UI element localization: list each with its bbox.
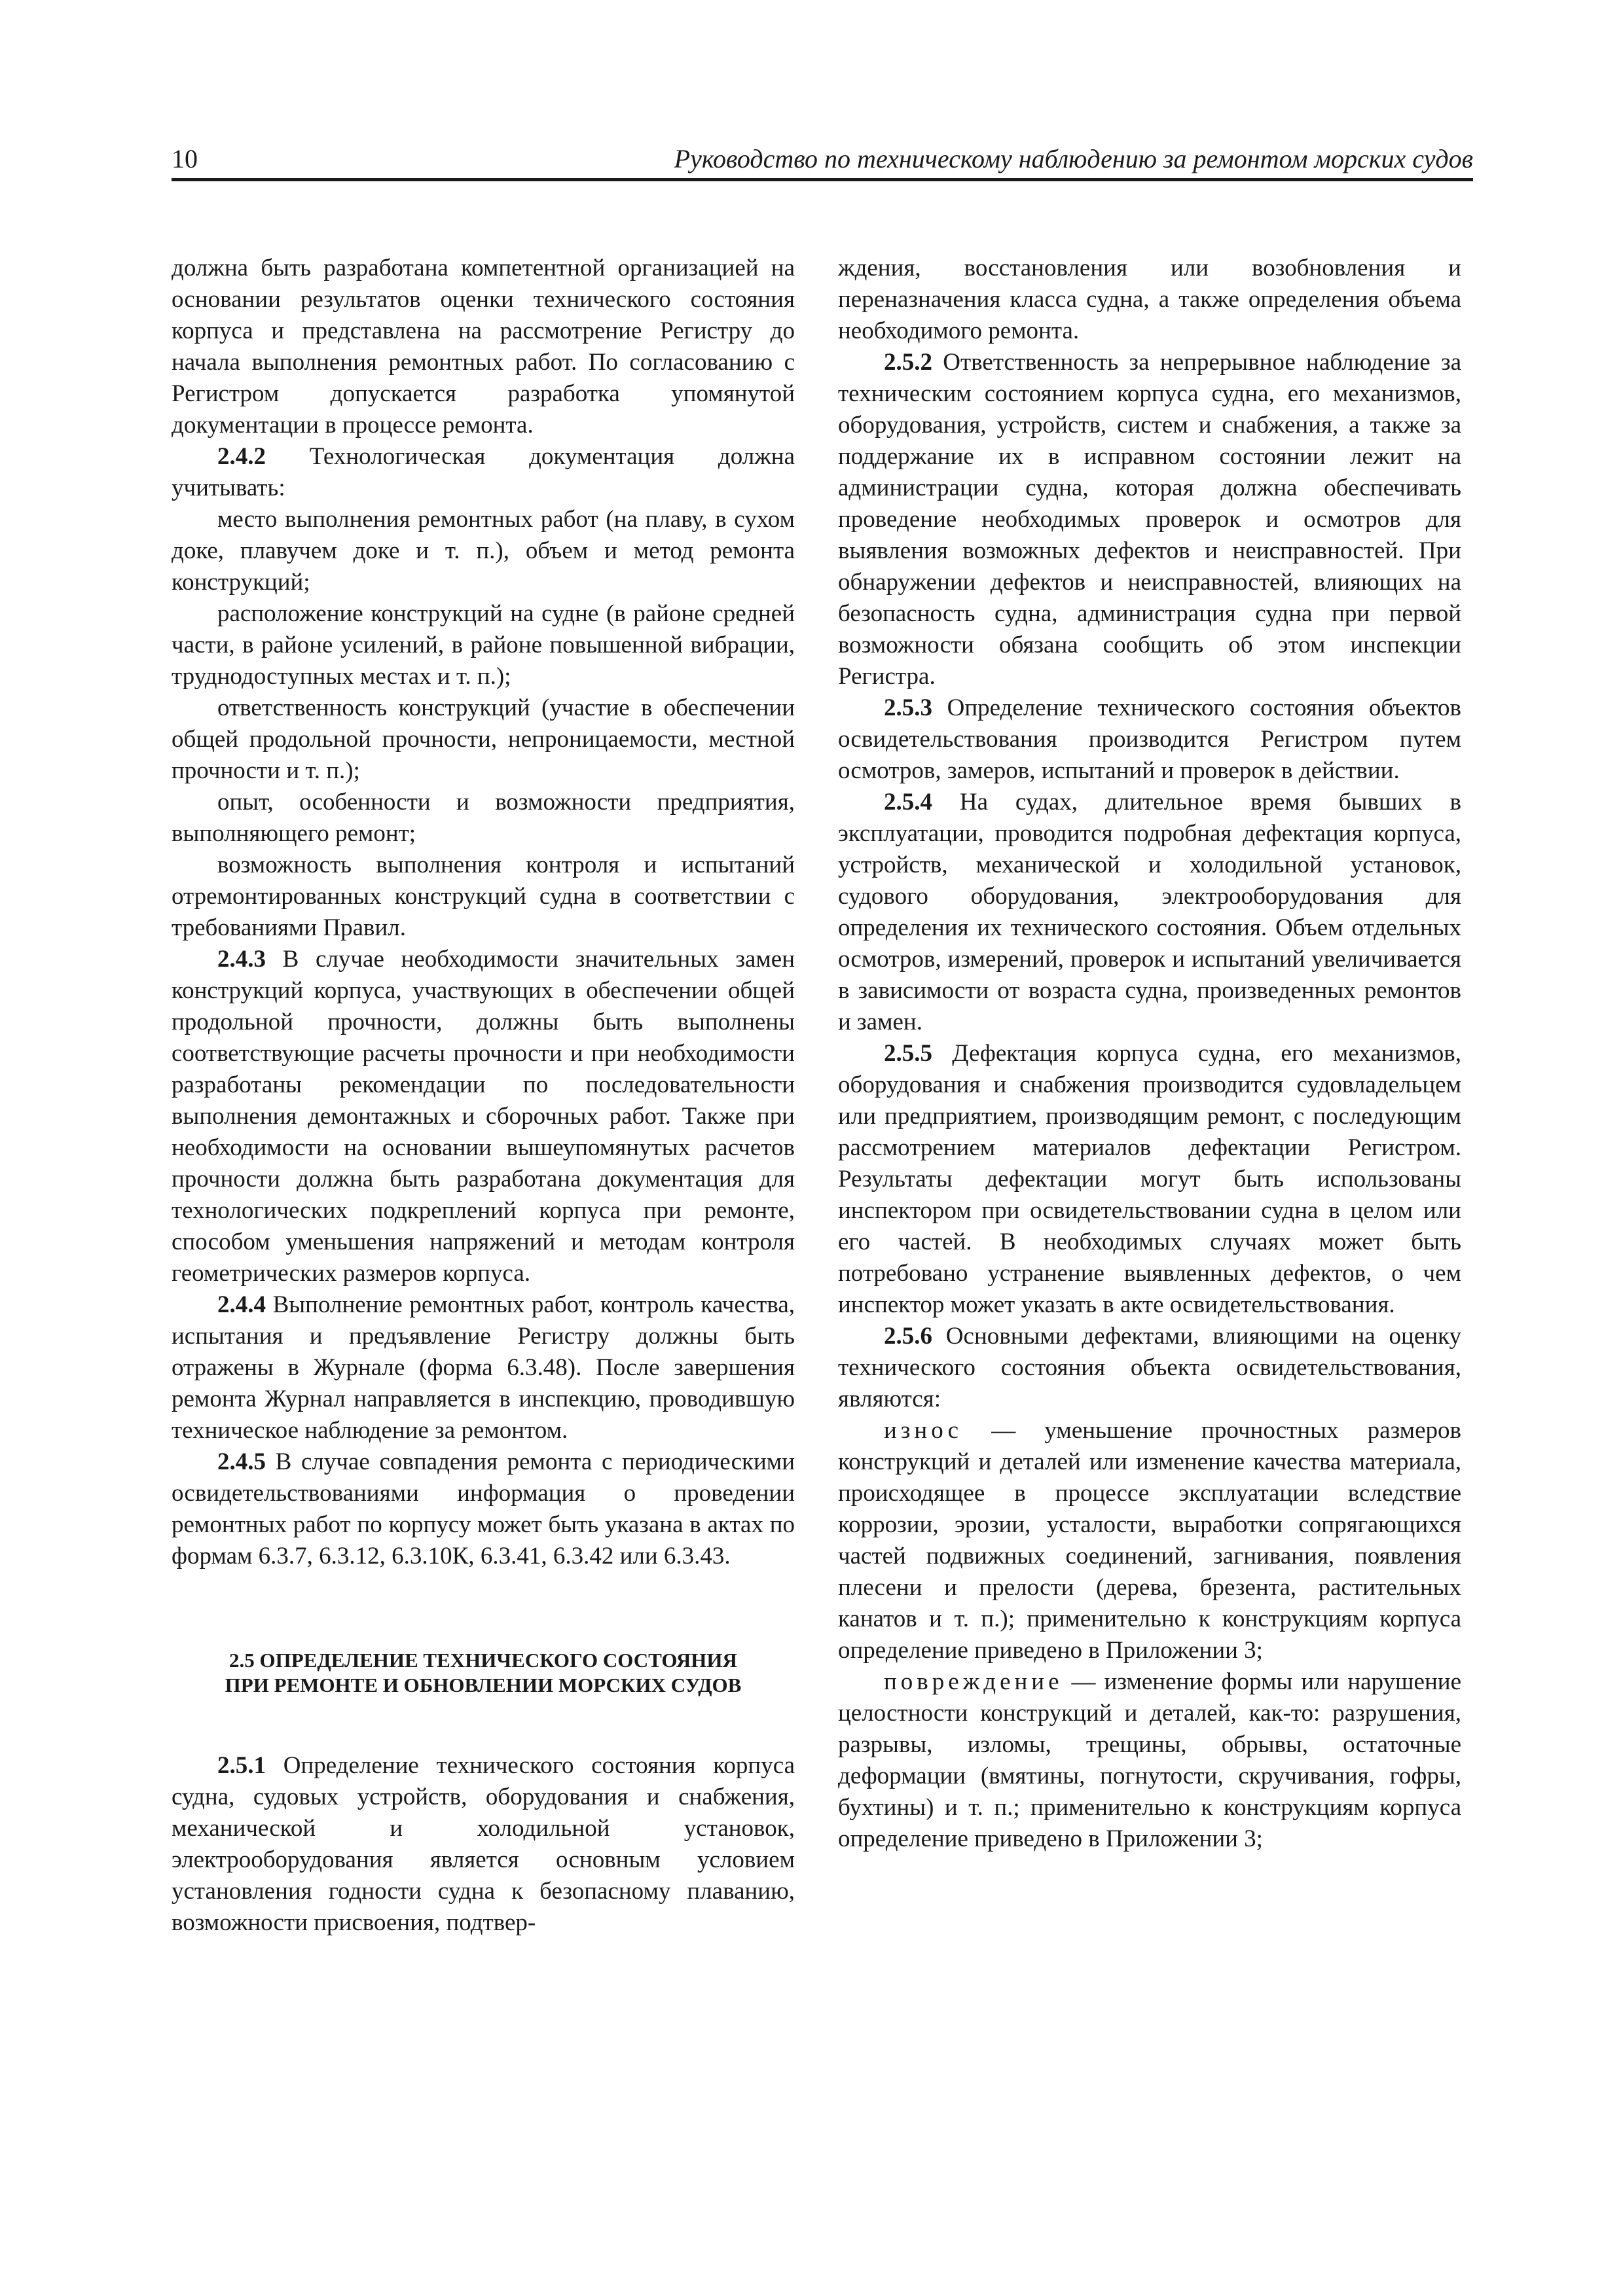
clause-number: 2.5.2 (884, 349, 932, 376)
section-heading-line: 2.5 ОПРЕДЕЛЕНИЕ ТЕХНИЧЕСКОГО СОСТОЯНИЯ (229, 1649, 737, 1672)
clause-number: 2.4.5 (217, 1448, 266, 1475)
clause-number: 2.4.2 (217, 443, 266, 470)
right-column (838, 253, 1461, 1855)
definition-wear: износ — уменьшение прочностных размеров конструкций и деталей или изменение качества материала, происходящее в процессе эксплуатации вследствие коррозии, эрозии, усталости, выработки сопрягающихся частей подвижных соединений, загнивания, появления плесени и прелости (дерева, брезента, растительных канатов и т. п.); применительно к конструкциям корпуса определение приведено в Приложении 3; (838, 1417, 1461, 1664)
section-heading (172, 1648, 795, 1698)
list-item: возможность выполнения контроля и испытаний отремонтированных конструкций судна в соответствии с требованиями Правил. (172, 852, 795, 941)
definition-damage: повреждение — изменение формы или нарушение целостности конструкций и деталей, как-то: разрушения, разрывы, изломы, трещины, обрывы, остаточные деформации (вмятины, погнутости, скручивания, гофры, бухтины) и т. п.; применительно к конструкциям корпуса определение приведено в Приложении 3; (838, 1668, 1461, 1852)
paragraph-2-5-6: 2.5.6 Основными дефектами, влияющими на оценку технического состояния объекта освидетельствования, являются: (838, 1323, 1461, 1412)
paragraph-2-5-4: 2.5.4 На судах, длительное время бывших в эксплуатации, проводится подробная дефектация корпуса, устройств, механической и холодильной установок, судового оборудования, электрооборудования для определения их технического состояния. Объем отдельных осмотров, измерений, проверок и испытаний увеличивается в зависимости от возраста судна, произведенных ремонтов и замен. (838, 789, 1461, 1035)
clause-number: 2.4.4 (217, 1291, 266, 1318)
left-column (172, 253, 795, 1939)
paragraph-2-5-3: 2.5.3 Определение технического состояния объектов освидетельствования производится Регистром путем осмотров, замеров, испытаний и проверок в действии. (838, 694, 1461, 784)
page-header (172, 145, 1473, 181)
paragraph-continuation: должна быть разработана компетентной организацией на основании результатов оценки технического состояния корпуса и представлена на рассмотрение Регистру до начала выполнения ремонтных работ. По согласованию с Регистром допускается разработка упомянутой документации в процессе ремонта. (172, 255, 795, 439)
list-item: расположение конструкций на судне (в районе средней части, в районе усилений, в районе повышенной вибрации, труднодоступных местах и т. п.); (172, 600, 795, 690)
list-item: место выполнения ремонтных работ (на плаву, в сухом доке, плавучем доке и т. п.), объем и метод ремонта конструкций; (172, 506, 795, 596)
paragraph-2-4-3: 2.4.3 В случае необходимости значительных замен конструкций корпуса, участвующих в обеспечении общей продольной прочности, должны быть выполнены соответствующие расчеты прочности и при необходимости разработаны рекомендации по последовательности выполнения демонтажных и сборочных работ. Также при необходимости на основании вышеупомянутых расчетов прочности должна быть разработана документация для технологических подкреплений корпуса при ремонте, способом уменьшения напряжений и методам контроля геометрических размеров корпуса. (172, 946, 795, 1287)
paragraph-2-5-1: 2.5.1 Определение технического состояния корпуса судна, судовых устройств, оборудования и снабжения, механической и холодильной установок, электрооборудования является основным условием установления годности судна к безопасному плаванию, возможности присвоения, подтвер- (172, 1752, 795, 1936)
list-item: ответственность конструкций (участие в обеспечении общей продольной прочности, непроницаемости, местной прочности и т. п.); (172, 694, 795, 784)
clause-number: 2.5.3 (884, 694, 932, 721)
running-title: Руководство по техническому наблюдению за ремонтом морских судов (674, 144, 1473, 173)
page-number: 10 (172, 144, 198, 173)
paragraph-2-5-5: 2.5.5 Дефектация корпуса судна, его механизмов, оборудования и снабжения производится судовладельцем или предприятием, производящим ремонт, с последующим рассмотрением материалов дефектации Регистром. Результаты дефектации могут быть использованы инспектором при освидетельствовании судна в целом или его частей. В необходимых случаях может быть потребовано устранение выявленных дефектов, о чем инспектор может указать в акте освидетельствования. (838, 1040, 1461, 1318)
defined-term: износ (884, 1417, 963, 1444)
paragraph-continuation: ждения, восстановления или возобновления и переназначения класса судна, а также определения объема необходимого ремонта. (838, 255, 1461, 344)
clause-number: 2.5.6 (884, 1323, 932, 1350)
paragraph-2-5-2: 2.5.2 Ответственность за непрерывное наблюдение за техническим состоянием корпуса судна, его механизмов, оборудования, устройств, систем и снабжения, а также за поддержание их в исправном состоянии лежит на администрации судна, которая должна обеспечивать проведение необходимых проверок и осмотров для выявления возможных дефектов и неисправностей. При обнаружении дефектов и неисправностей, влияющих на безопасность судна, администрация судна при первой возможности обязана сообщить об этом инспекции Регистра. (838, 349, 1461, 690)
list-item: опыт, особенности и возможности предприятия, выполняющего ремонт; (172, 789, 795, 847)
defined-term: повреждение (884, 1668, 1063, 1695)
paragraph-2-4-2: 2.4.2 Технологическая документация должна учитывать: (172, 443, 795, 501)
paragraph-2-4-5: 2.4.5 В случае совпадения ремонта с периодическими освидетельствованиями информация о проведении ремонтных работ по корпусу может быть указана в актах по формам 6.3.7, 6.3.12, 6.3.10К, 6.3.41, 6.3.42 или 6.3.43. (172, 1448, 795, 1570)
paragraph-2-4-4: 2.4.4 Выполнение ремонтных работ, контроль качества, испытания и предъявление Регистру должны быть отражены в Журнале (форма 6.3.48). После завершения ремонта Журнал направляется в инспекцию, проводившую техническое наблюдение за ремонтом. (172, 1291, 795, 1444)
section-heading-line: ПРИ РЕМОНТЕ И ОБНОВЛЕНИИ МОРСКИХ СУДОВ (225, 1674, 742, 1696)
clause-number: 2.4.3 (217, 946, 266, 973)
clause-number: 2.5.1 (217, 1752, 266, 1779)
clause-number: 2.5.4 (884, 789, 932, 816)
clause-number: 2.5.5 (884, 1040, 932, 1067)
